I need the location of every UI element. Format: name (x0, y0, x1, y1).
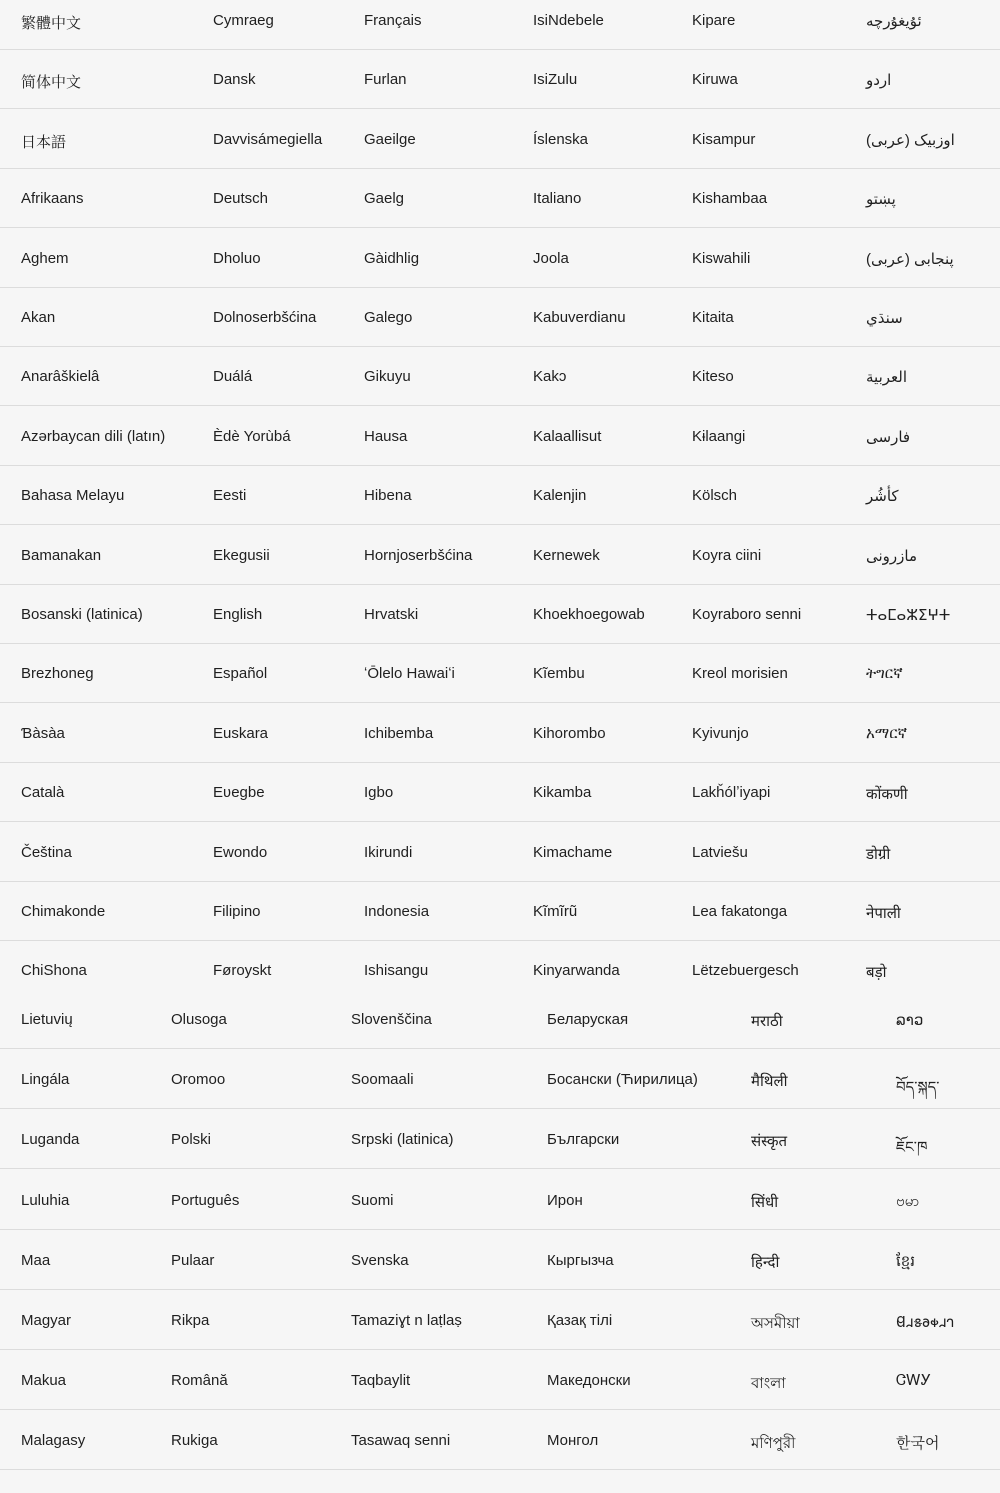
language-option-item-47[interactable]: فارسی (866, 428, 911, 446)
language-option-deutsch[interactable]: Deutsch (213, 190, 269, 208)
language-option-ekegusii[interactable]: Ekegusii (213, 546, 270, 564)
language-option-item-59[interactable]: مازرونی (866, 547, 918, 565)
language-option-makua[interactable]: Makua (21, 1372, 67, 1390)
language-option-item-147[interactable]: Монгол (547, 1432, 599, 1450)
language-option-item-148[interactable]: মণিপুরী (751, 1435, 796, 1453)
language-option-akan[interactable]: Akan (21, 309, 56, 326)
language-option-asaa[interactable]: Ɓàsàa (21, 724, 65, 742)
language-option-suomi[interactable]: Suomi (351, 1191, 394, 1209)
language-row (0, 190, 1000, 249)
language-option-isindebele[interactable]: IsiNdebele (533, 12, 604, 29)
row-divider (0, 405, 1000, 406)
language-row (0, 1432, 1000, 1492)
language-option-item-113[interactable]: བོད་སྐད་ (896, 1079, 940, 1097)
language-option-romana[interactable]: Română (171, 1372, 228, 1390)
language-option-espanol[interactable]: Español (213, 665, 268, 683)
language-row (0, 487, 1000, 546)
row-divider (0, 1229, 1000, 1230)
language-option-gaelg[interactable]: Gaelg (364, 190, 405, 208)
row-divider (0, 643, 1000, 644)
language-option-khoekhoegowab[interactable]: Khoekhoegowab (533, 606, 645, 623)
language-option-taqbaylit[interactable]: Taqbaylit (351, 1372, 411, 1390)
language-option-kak[interactable]: Kakɔ (533, 368, 567, 386)
language-option-kabuverdianu[interactable]: Kabuverdianu (533, 309, 626, 326)
language-option-item-107[interactable]: ລາວ (896, 1012, 924, 1029)
language-row (0, 606, 1000, 665)
language-option-kalenjin[interactable]: Kalenjin (533, 487, 587, 505)
row-divider (0, 168, 1000, 169)
language-option-isizulu[interactable]: IsiZulu (533, 71, 578, 89)
language-option-item-106[interactable]: मराठी (751, 1013, 783, 1030)
language-option-kyivunjo[interactable]: Kyivunjo (692, 724, 749, 742)
language-option-kimachame[interactable]: Kimachame (533, 843, 613, 861)
language-option-islenska[interactable]: Íslenska (533, 130, 589, 148)
language-row (0, 784, 1000, 843)
row-divider (0, 465, 1000, 466)
language-option-kalaallisut[interactable]: Kalaallisut (533, 427, 602, 445)
language-option-item-77[interactable]: አማርኛ (866, 724, 908, 742)
row-divider (0, 584, 1000, 585)
language-option-item-136[interactable]: অসমীয়া (751, 1315, 800, 1332)
language-option-item-101[interactable]: बड़ो (866, 964, 887, 982)
language-option-latviesu[interactable]: Latviešu (692, 843, 748, 861)
language-option-item-89[interactable]: डोग्री (866, 845, 891, 863)
language-option-kolsch[interactable]: Kölsch (692, 487, 738, 505)
language-option-luganda[interactable]: Luganda (21, 1131, 80, 1149)
language-option-item-65[interactable]: ⵜⴰⵎⴰⵣⵉⵖⵜ (866, 607, 951, 624)
language-option-kihorombo[interactable]: Kihorombo (533, 724, 606, 742)
row-divider (0, 821, 1000, 822)
language-option-rikpa[interactable]: Rikpa (171, 1312, 210, 1329)
language-option-soomaali[interactable]: Soomaali (351, 1071, 414, 1089)
language-option-joola[interactable]: Joola (533, 249, 569, 267)
language-option-hornjoserbscina[interactable]: Hornjoserbšćina (364, 546, 473, 564)
language-option-kinyarwanda[interactable]: Kinyarwanda (533, 962, 620, 980)
language-row (0, 903, 1000, 962)
language-option-item-35[interactable]: سنڌي (866, 310, 903, 327)
language-option-kiruwa[interactable]: Kiruwa (692, 71, 738, 89)
language-option-letzebuergesch[interactable]: Lëtzebuergesch (692, 962, 799, 980)
language-option-cymraeg[interactable]: Cymraeg (213, 12, 274, 29)
language-option-item-124[interactable]: सिंधी (751, 1193, 779, 1211)
language-option-item-112[interactable]: मैथिली (751, 1073, 788, 1091)
language-option-filipino[interactable]: Filipino (213, 903, 261, 920)
row-divider (0, 346, 1000, 347)
language-option-srpski-latinica[interactable]: Srpski (latinica) (351, 1131, 454, 1149)
language-option-luluhia[interactable]: Luluhia (21, 1191, 70, 1209)
language-option-eegbe[interactable]: Eʋegbe (213, 784, 265, 802)
language-option-cestina[interactable]: Čeština (21, 843, 72, 861)
language-option-dansk[interactable]: Dansk (213, 71, 256, 89)
language-option-item-71[interactable]: ትግርኛ (866, 665, 903, 683)
language-option-item-6[interactable]: 简体中文 (21, 74, 82, 92)
language-option-item-83[interactable]: कोंकणी (866, 786, 908, 804)
language-option-item-123[interactable]: Ирон (547, 1191, 583, 1209)
language-row (0, 1131, 1000, 1191)
language-option-portugues[interactable]: Português (171, 1191, 240, 1209)
row-divider (0, 881, 1000, 882)
language-option-dholuo[interactable]: Dholuo (213, 249, 261, 267)
row-divider (0, 1409, 1000, 1410)
language-option-koyra-ciini[interactable]: Koyra ciini (692, 546, 762, 564)
language-row (0, 1011, 1000, 1071)
row-divider (0, 762, 1000, 763)
language-row (0, 1372, 1000, 1432)
language-option-item-130[interactable]: हिन्दी (751, 1253, 780, 1271)
language-option-koyraboro-senni[interactable]: Koyraboro senni (692, 606, 802, 623)
language-option-hrvatski[interactable]: Hrvatski (364, 606, 419, 623)
language-row (0, 1192, 1000, 1252)
language-option-lingala[interactable]: Lingála (21, 1071, 70, 1089)
row-divider (0, 1349, 1000, 1350)
language-option-item-11[interactable]: اردو (866, 72, 892, 90)
language-option-kernewek[interactable]: Kernewek (533, 546, 600, 564)
language-option-ikirundi[interactable]: Ikirundi (364, 843, 413, 861)
language-option-froyskt[interactable]: Føroyskt (213, 962, 272, 980)
row-divider (0, 1168, 1000, 1169)
language-option-kitaita[interactable]: Kitaita (692, 309, 734, 326)
language-option-gaidhlig[interactable]: Gàidhlig (364, 249, 420, 267)
row-divider (0, 1108, 1000, 1109)
row-divider (0, 287, 1000, 288)
language-option-english[interactable]: English (213, 606, 263, 623)
language-option-duala[interactable]: Duálá (213, 368, 253, 386)
language-option-ichibemba[interactable]: Ichibemba (364, 724, 434, 742)
language-option-item-41[interactable]: العربية (866, 369, 907, 387)
language-option-item-5[interactable]: ئۇيغۇرچە (866, 13, 922, 30)
language-option-brezhoneg[interactable]: Brezhoneg (21, 665, 94, 683)
language-option-hausa[interactable]: Hausa (364, 427, 408, 445)
language-option-bamanakan[interactable]: Bamanakan (21, 546, 102, 564)
language-option-ishisangu[interactable]: Ishisangu (364, 962, 429, 980)
language-option-catala[interactable]: Català (21, 784, 65, 802)
language-option-polski[interactable]: Polski (171, 1131, 212, 1149)
language-option-indonesia[interactable]: Indonesia (364, 903, 430, 920)
language-option-tamazit-n-latlas[interactable]: Tamaziɣt n laṭlaṣ (351, 1312, 462, 1329)
language-row (0, 725, 1000, 784)
language-option-item-0[interactable]: 繁體中文 (21, 15, 82, 32)
language-option-kipare[interactable]: Kipare (692, 12, 736, 29)
language-option-kiembu[interactable]: Kĩembu (533, 665, 585, 683)
row-divider (0, 1048, 1000, 1049)
language-option-kreol-morisien[interactable]: Kreol morisien (692, 665, 788, 683)
language-option-kiswahili[interactable]: Kiswahili (692, 249, 751, 267)
language-option-maa[interactable]: Maa (21, 1251, 51, 1269)
language-row (0, 1252, 1000, 1312)
language-option-igbo[interactable]: Igbo (364, 784, 394, 802)
language-option-chishona[interactable]: ChiShona (21, 962, 87, 980)
language-option-item-137[interactable]: 𐐔𐐯𐑅𐐨𐑉𐐯𐐻 (896, 1314, 955, 1331)
language-option-lakholiyapi[interactable]: Lakȟólʼiyapi (692, 784, 771, 802)
language-row (0, 12, 1000, 71)
language-row (0, 368, 1000, 427)
language-option-galego[interactable]: Galego (364, 309, 413, 326)
language-option-italiano[interactable]: Italiano (533, 190, 582, 208)
language-option-item-142[interactable]: বাংলা (751, 1375, 786, 1393)
language-option-item-29[interactable]: پنجابی (عربی) (866, 250, 954, 268)
language-option-eesti[interactable]: Eesti (213, 487, 247, 505)
language-option-ewondo[interactable]: Ewondo (213, 843, 268, 861)
language-option-item-143[interactable]: ᏣᎳᎩ (896, 1372, 932, 1390)
language-row (0, 131, 1000, 190)
language-option-item-141[interactable]: Македонски (547, 1372, 631, 1390)
language-option-lietuviu[interactable]: Lietuvių (21, 1011, 73, 1028)
language-option-gaeilge[interactable]: Gaeilge (364, 130, 416, 148)
language-option-item-119[interactable]: ཇོང་ཁ (896, 1139, 928, 1157)
language-option-kishambaa[interactable]: Kishambaa (692, 190, 768, 208)
language-option-item-149[interactable]: 한국어 (896, 1435, 940, 1453)
language-option-hibena[interactable]: Hibena (364, 487, 412, 505)
language-option-item-117[interactable]: Български (547, 1131, 620, 1149)
language-option-item-53[interactable]: کأشُر (866, 488, 899, 506)
language-option-oromoo[interactable]: Oromoo (171, 1071, 226, 1089)
language-row (0, 1071, 1000, 1131)
language-option-item-118[interactable]: संस्कृत (751, 1133, 788, 1151)
language-option-anaraskiela[interactable]: Anarâškielâ (21, 368, 100, 386)
language-row (0, 844, 1000, 903)
language-option-olusoga[interactable]: Olusoga (171, 1011, 227, 1028)
language-option-kikamba[interactable]: Kikamba (533, 784, 592, 802)
row-divider (0, 49, 1000, 50)
language-option-gikuyu[interactable]: Gikuyu (364, 368, 411, 386)
language-option-item-12[interactable]: 日本語 (21, 133, 67, 151)
language-row (0, 71, 1000, 130)
language-option-svenska[interactable]: Svenska (351, 1251, 409, 1269)
language-option-magyar[interactable]: Magyar (21, 1312, 72, 1329)
language-option-olelo-hawaii[interactable]: ʻŌlelo Hawaiʻi (364, 665, 455, 683)
language-option-dolnoserbscina[interactable]: Dolnoserbšćina (213, 309, 317, 326)
row-divider (0, 227, 1000, 228)
language-option-tasawaq-senni[interactable]: Tasawaq senni (351, 1432, 451, 1450)
language-option-malagasy[interactable]: Malagasy (21, 1432, 86, 1450)
language-option-item-17[interactable]: اوزبیک (عربی) (866, 131, 955, 149)
language-option-ede-yoruba[interactable]: Èdè Yorùbá (213, 427, 291, 445)
language-option-bosanski-latinica[interactable]: Bosanski (latinica) (21, 606, 143, 623)
language-option-francais[interactable]: Français (364, 12, 422, 29)
language-option-item-125[interactable]: ဗမာ (896, 1192, 920, 1210)
language-option-item-129[interactable]: Кыргызча (547, 1251, 614, 1269)
row-divider (0, 1289, 1000, 1290)
language-option-bahasa-melayu[interactable]: Bahasa Melayu (21, 487, 125, 505)
language-option-euskara[interactable]: Euskara (213, 724, 269, 742)
language-option-pulaar[interactable]: Pulaar (171, 1251, 215, 1269)
language-option-kimiru[interactable]: Kĩmĩrũ (533, 903, 578, 920)
language-row (0, 309, 1000, 368)
language-option-davvisamegiella[interactable]: Davvisámegiella (213, 130, 323, 148)
language-option-item-23[interactable]: پښتو (866, 191, 896, 209)
language-option-lea-fakatonga[interactable]: Lea fakatonga (692, 903, 788, 920)
language-option-item-105[interactable]: Беларуская (547, 1011, 629, 1028)
language-option-item-111[interactable]: Босански (Ћирилица) (547, 1071, 698, 1089)
row-divider (0, 702, 1000, 703)
language-row (0, 1312, 1000, 1372)
language-row (0, 547, 1000, 606)
language-option-furlan[interactable]: Furlan (364, 71, 407, 89)
language-row (0, 428, 1000, 487)
language-option-aghem[interactable]: Aghem (21, 249, 69, 267)
language-option-item-131[interactable]: ខ្មែរ (896, 1252, 916, 1270)
language-option-item-135[interactable]: Қазақ тілі (547, 1312, 613, 1329)
language-row (0, 665, 1000, 724)
language-option-azrbaycan-dili-latn[interactable]: Azərbaycan dili (latın) (21, 427, 166, 445)
language-option-afrikaans[interactable]: Afrikaans (21, 190, 84, 208)
language-option-rukiga[interactable]: Rukiga (171, 1432, 218, 1450)
language-option-item-95[interactable]: नेपाली (866, 905, 901, 922)
language-option-kisampur[interactable]: Kisampur (692, 130, 756, 148)
language-row (0, 250, 1000, 309)
language-option-slovenscina[interactable]: Slovenščina (351, 1011, 432, 1028)
row-divider (0, 108, 1000, 109)
row-divider (0, 524, 1000, 525)
language-option-klaangi[interactable]: Kɨlaangi (692, 427, 746, 445)
language-option-chimakonde[interactable]: Chimakonde (21, 903, 106, 920)
row-divider (0, 940, 1000, 941)
language-option-kiteso[interactable]: Kiteso (692, 368, 734, 386)
